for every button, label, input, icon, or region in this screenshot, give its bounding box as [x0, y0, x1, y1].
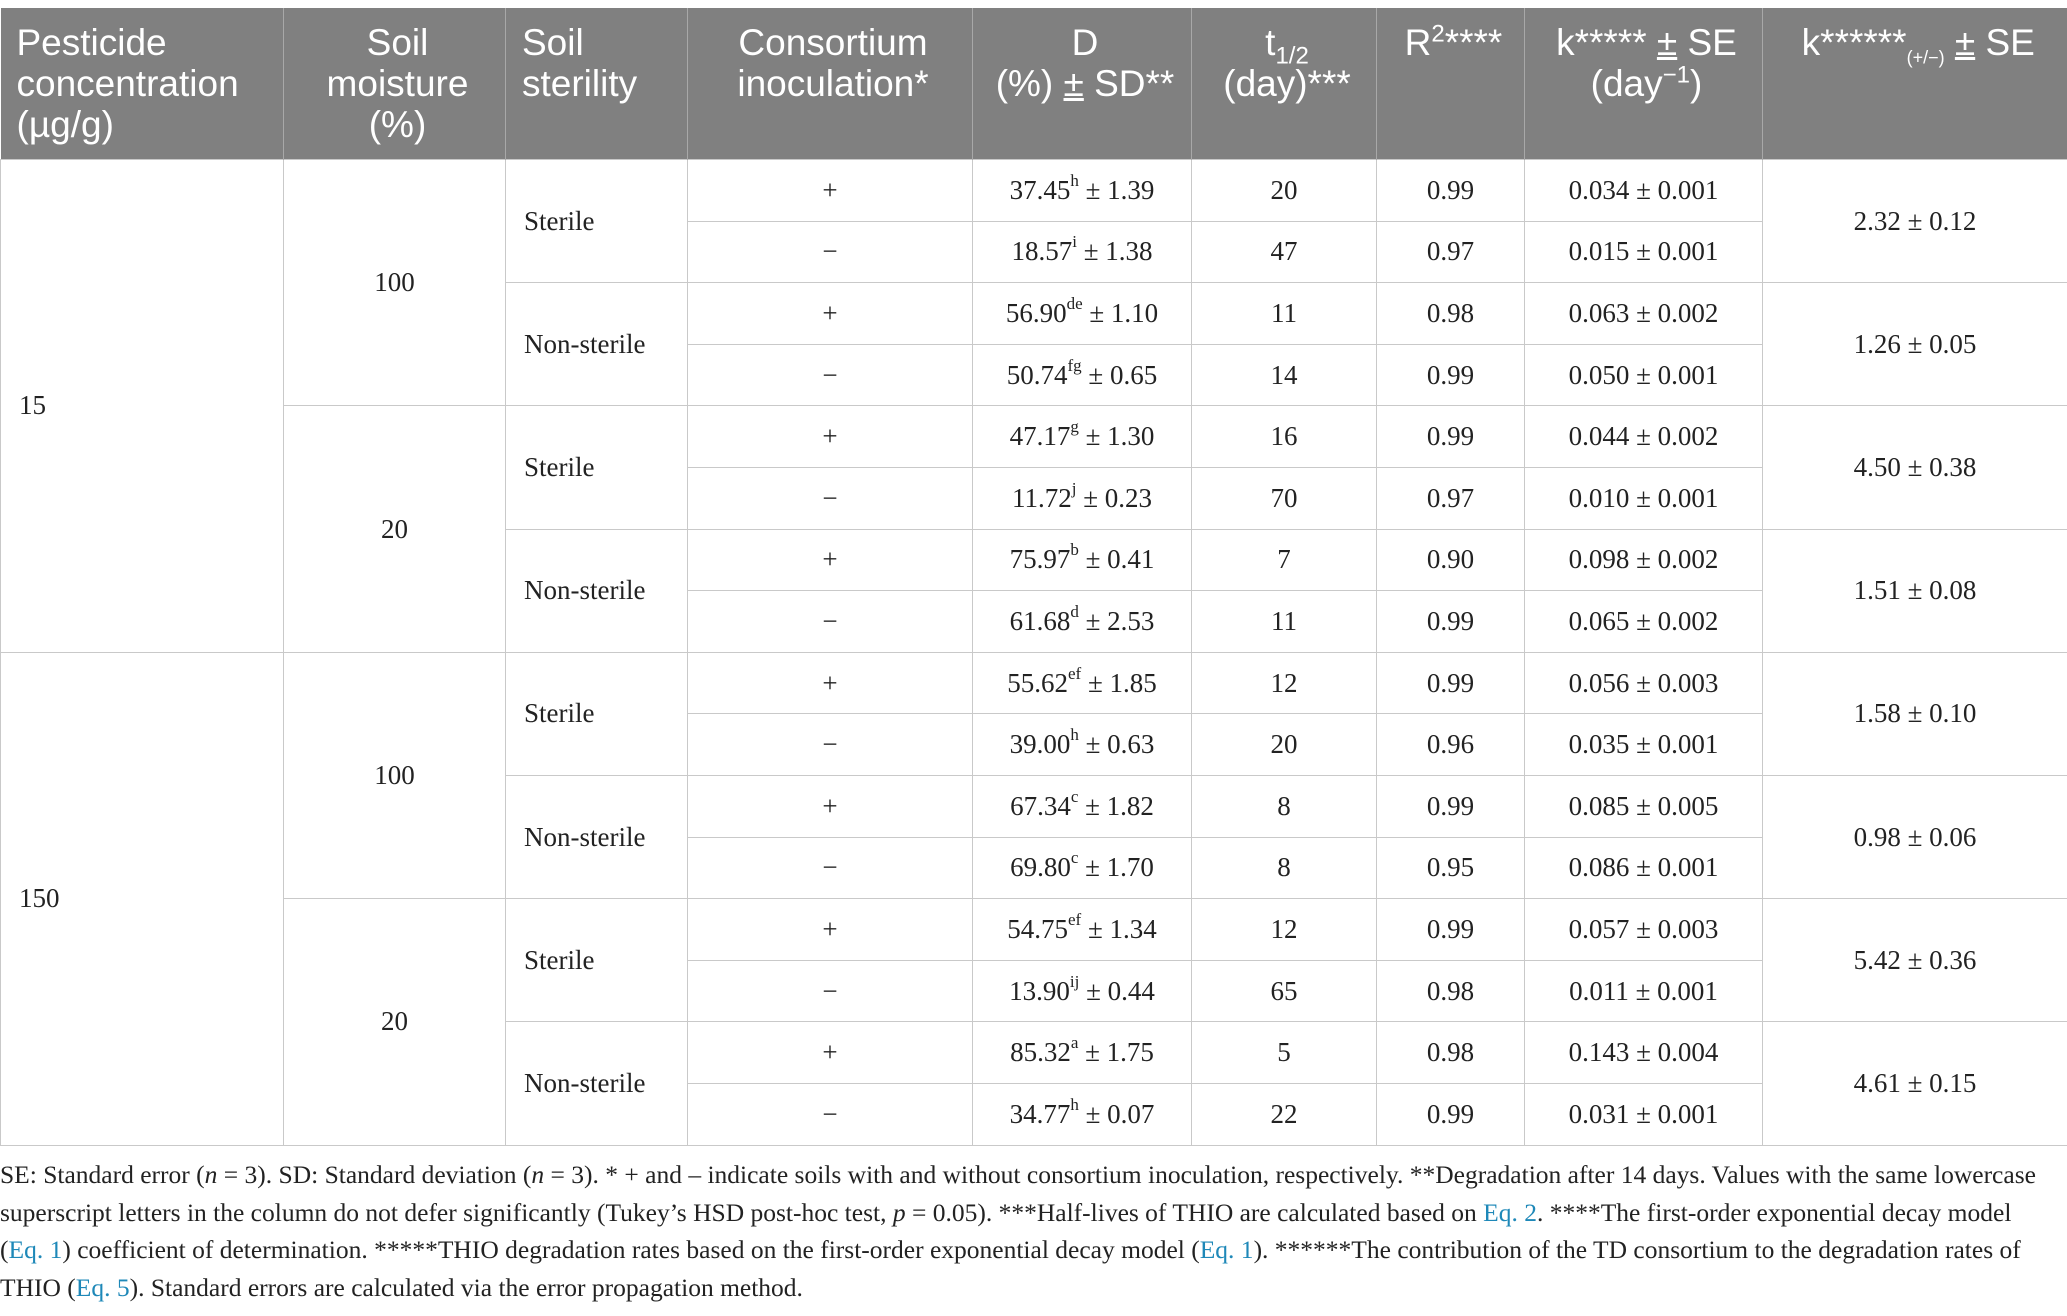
standard-deviation: ± 0.07 — [1085, 1098, 1155, 1129]
table-row — [1, 899, 2067, 961]
standard-deviation: ± 1.70 — [1085, 852, 1154, 883]
cell-inoculation: − — [688, 221, 973, 283]
cell-degradation — [973, 899, 1192, 961]
cell-half-life: 11 — [1192, 283, 1377, 345]
cell-r-squared: 0.98 — [1377, 960, 1525, 1022]
cell-consortium-contribution: 1.58 ± 0.10 — [1763, 652, 2067, 775]
standard-deviation: ± 0.65 — [1088, 359, 1158, 390]
cell-rate-constant: 0.098 ± 0.002 — [1525, 529, 1763, 591]
cell-degradation — [973, 344, 1192, 406]
cell-soil-sterility: Sterile — [506, 406, 688, 529]
equation-link-2[interactable]: Eq. 2 — [1483, 1197, 1537, 1227]
standard-deviation: ± 1.82 — [1085, 790, 1154, 821]
cell-rate-constant: 0.031 ± 0.001 — [1525, 1083, 1763, 1145]
cell-consortium-contribution: 5.42 ± 0.36 — [1763, 899, 2067, 1022]
cell-r-squared: 0.98 — [1377, 283, 1525, 345]
significance-letter: d — [1070, 601, 1079, 621]
standard-deviation: ± 0.41 — [1085, 544, 1155, 575]
cell-half-life: 11 — [1192, 591, 1377, 653]
cell-r-squared: 0.97 — [1377, 467, 1525, 529]
cell-soil-sterility: Sterile — [506, 652, 688, 775]
cell-pesticide-concentration: 15 — [1, 160, 284, 653]
degradation-value: 39.00 — [1009, 729, 1071, 760]
standard-deviation: ± 0.44 — [1086, 975, 1155, 1006]
significance-letter: b — [1070, 540, 1079, 560]
cell-soil-sterility: Non-sterile — [506, 1022, 688, 1145]
cell-inoculation: + — [688, 406, 973, 468]
table-row — [1, 160, 2067, 222]
header-degradation: D (%) ± SD** — [973, 8, 1192, 160]
table-header — [1, 8, 2067, 160]
cell-consortium-contribution: 1.51 ± 0.08 — [1763, 529, 2067, 652]
cell-inoculation: + — [688, 899, 973, 961]
cell-half-life: 70 — [1192, 467, 1377, 529]
cell-r-squared: 0.99 — [1377, 1083, 1525, 1145]
cell-inoculation: + — [688, 529, 973, 591]
cell-inoculation: + — [688, 652, 973, 714]
cell-rate-constant: 0.056 ± 0.003 — [1525, 652, 1763, 714]
degradation-value: 56.90 — [1005, 297, 1067, 328]
cell-r-squared: 0.99 — [1377, 775, 1525, 837]
significance-letter: h — [1070, 725, 1079, 745]
cell-soil-moisture: 20 — [284, 406, 506, 652]
cell-consortium-contribution: 4.61 ± 0.15 — [1763, 1022, 2067, 1145]
significance-letter: g — [1070, 417, 1079, 437]
cell-rate-constant: 0.050 ± 0.001 — [1525, 344, 1763, 406]
cell-inoculation: − — [688, 960, 973, 1022]
cell-degradation — [973, 714, 1192, 776]
cell-rate-constant: 0.035 ± 0.001 — [1525, 714, 1763, 776]
cell-r-squared: 0.99 — [1377, 160, 1525, 222]
cell-inoculation: − — [688, 714, 973, 776]
header-consortium-inoculation: Consortium inoculation* — [688, 8, 973, 160]
table-row — [1, 406, 2067, 468]
cell-soil-moisture: 100 — [284, 652, 506, 898]
degradation-value: 50.74 — [1006, 359, 1068, 390]
degradation-value: 55.62 — [1007, 667, 1068, 698]
header-pesticide-concentration: Pesticide concentration (µg/g) — [1, 8, 284, 160]
cell-half-life: 7 — [1192, 529, 1377, 591]
cell-rate-constant: 0.143 ± 0.004 — [1525, 1022, 1763, 1084]
degradation-value: 85.32 — [1010, 1037, 1071, 1068]
standard-deviation: ± 1.39 — [1085, 174, 1155, 205]
cell-rate-constant: 0.063 ± 0.002 — [1525, 283, 1763, 345]
cell-consortium-contribution: 1.26 ± 0.05 — [1763, 283, 2067, 406]
cell-degradation — [973, 837, 1192, 899]
significance-letter: j — [1071, 478, 1077, 498]
cell-soil-sterility: Non-sterile — [506, 283, 688, 406]
cell-r-squared: 0.99 — [1377, 652, 1525, 714]
cell-degradation — [973, 1083, 1192, 1145]
degradation-value: 54.75 — [1007, 913, 1068, 944]
header-r-squared: $R^2****$ — [1377, 8, 1525, 160]
significance-letter: ef — [1067, 909, 1082, 929]
cell-r-squared: 0.98 — [1377, 1022, 1525, 1084]
cell-degradation — [973, 529, 1192, 591]
standard-deviation: ± 1.10 — [1089, 297, 1159, 328]
degradation-value: 11.72 — [1011, 482, 1072, 513]
table-row — [1, 652, 2067, 714]
cell-rate-constant: 0.086 ± 0.001 — [1525, 837, 1763, 899]
cell-half-life: 16 — [1192, 406, 1377, 468]
equation-link-1[interactable]: Eq. 1 — [8, 1235, 63, 1264]
significance-letter: c — [1070, 848, 1079, 868]
cell-r-squared: 0.99 — [1377, 591, 1525, 653]
cell-rate-constant: 0.065 ± 0.002 — [1525, 591, 1763, 653]
significance-letter: fg — [1067, 355, 1082, 375]
header-half-life: $t_{1/2}$ (day)*** — [1192, 8, 1377, 160]
cell-inoculation: + — [688, 775, 973, 837]
degradation-value: 69.80 — [1010, 852, 1071, 883]
significance-letter: de — [1066, 293, 1083, 313]
cell-half-life: 47 — [1192, 221, 1377, 283]
cell-rate-constant: 0.010 ± 0.001 — [1525, 467, 1763, 529]
cell-degradation — [973, 221, 1192, 283]
cell-soil-moisture: 20 — [284, 899, 506, 1145]
cell-rate-constant: 0.034 ± 0.001 — [1525, 160, 1763, 222]
results-table-wrapper — [0, 8, 2067, 1146]
cell-half-life: 20 — [1192, 160, 1377, 222]
cell-rate-constant: 0.044 ± 0.002 — [1525, 406, 1763, 468]
significance-letter: h — [1070, 170, 1079, 190]
cell-degradation — [973, 652, 1192, 714]
standard-deviation: ± 1.30 — [1085, 421, 1155, 452]
cell-r-squared: 0.99 — [1377, 344, 1525, 406]
cell-inoculation: + — [688, 1022, 973, 1084]
standard-deviation: ± 0.23 — [1083, 482, 1153, 513]
degradation-value: 47.17 — [1009, 421, 1071, 452]
cell-inoculation: + — [688, 283, 973, 345]
cell-soil-sterility: Sterile — [506, 160, 688, 283]
cell-degradation — [973, 406, 1192, 468]
degradation-value: 13.90 — [1009, 975, 1070, 1006]
significance-letter: i — [1072, 232, 1077, 252]
cell-inoculation: − — [688, 591, 973, 653]
cell-rate-constant: 0.011 ± 0.001 — [1525, 960, 1763, 1022]
cell-degradation — [973, 160, 1192, 222]
degradation-value: 67.34 — [1010, 790, 1071, 821]
cell-r-squared: 0.90 — [1377, 529, 1525, 591]
degradation-value: 61.68 — [1009, 605, 1071, 636]
cell-half-life: 20 — [1192, 714, 1377, 776]
table-body — [1, 160, 2067, 1146]
cell-half-life: 14 — [1192, 344, 1377, 406]
cell-soil-moisture: 100 — [284, 160, 506, 406]
cell-rate-constant: 0.057 ± 0.003 — [1525, 899, 1763, 961]
cell-consortium-contribution: 0.98 ± 0.06 — [1763, 775, 2067, 898]
header-consortium-contribution: $k******_{(+/-)}$ ± SE — [1763, 8, 2067, 160]
standard-deviation: ± 2.53 — [1085, 605, 1155, 636]
cell-degradation — [973, 775, 1192, 837]
cell-soil-sterility: Sterile — [506, 899, 688, 1022]
cell-consortium-contribution: 2.32 ± 0.12 — [1763, 160, 2067, 283]
cell-half-life: 22 — [1192, 1083, 1377, 1145]
cell-inoculation: − — [688, 837, 973, 899]
cell-r-squared: 0.95 — [1377, 837, 1525, 899]
cell-degradation — [973, 591, 1192, 653]
cell-half-life: 65 — [1192, 960, 1377, 1022]
standard-deviation: ± 1.38 — [1083, 236, 1153, 267]
significance-letter: a — [1070, 1033, 1079, 1053]
cell-rate-constant: 0.085 ± 0.005 — [1525, 775, 1763, 837]
cell-consortium-contribution: 4.50 ± 0.38 — [1763, 406, 2067, 529]
cell-inoculation: + — [688, 160, 973, 222]
cell-r-squared: 0.96 — [1377, 714, 1525, 776]
cell-inoculation: − — [688, 1083, 973, 1145]
cell-rate-constant: 0.015 ± 0.001 — [1525, 221, 1763, 283]
cell-half-life: 8 — [1192, 775, 1377, 837]
cell-r-squared: 0.99 — [1377, 406, 1525, 468]
header-soil-sterility: Soil sterility — [506, 8, 688, 160]
cell-degradation — [973, 283, 1192, 345]
equation-link-1[interactable]: Eq. 1 — [1199, 1235, 1254, 1264]
degradation-table — [0, 8, 2067, 1146]
standard-deviation: ± 1.34 — [1087, 913, 1157, 944]
significance-letter: h — [1070, 1094, 1079, 1114]
degradation-value: 37.45 — [1009, 174, 1071, 205]
cell-half-life: 12 — [1192, 652, 1377, 714]
cell-soil-sterility: Non-sterile — [506, 775, 688, 898]
cell-inoculation: − — [688, 467, 973, 529]
standard-deviation: ± 1.85 — [1087, 667, 1157, 698]
cell-inoculation: − — [688, 344, 973, 406]
cell-degradation — [973, 960, 1192, 1022]
cell-half-life: 8 — [1192, 837, 1377, 899]
significance-letter: c — [1070, 786, 1079, 806]
degradation-value: 18.57 — [1011, 236, 1073, 267]
cell-pesticide-concentration: 150 — [1, 652, 284, 1145]
degradation-value: 34.77 — [1009, 1098, 1071, 1129]
table-footnote: SE: Standard error (n = 3). SD: Standard deviation (n = 3). * + and – indicate soils with and without consortium inoculation, respectively. **Degradation after 14 days. Values with the same lowercase superscript letters in the column do not defer significantly (Tukey’s HSD post-hoc test, p = 0.05). ***Half-lives of THIO are calculated based on Eq. 2. ****The first-order exponential decay model (Eq. 1) coefficient of determination. *****THIO degradation rates based on the first-order exponential decay model (Eq. 1). ******The contribution of the TD consortium to the degradation rates of THIO (Eq. 5). Standard errors are calculated via the error propagation method. — [0, 1160, 2036, 1302]
header-soil-moisture: Soil moisture (%) — [284, 8, 506, 160]
standard-deviation: ± 1.75 — [1085, 1037, 1154, 1068]
significance-letter: ij — [1069, 971, 1080, 991]
cell-soil-sterility: Non-sterile — [506, 529, 688, 652]
cell-r-squared: 0.97 — [1377, 221, 1525, 283]
equation-link-5[interactable]: Eq. 5 — [75, 1272, 130, 1302]
cell-half-life: 5 — [1192, 1022, 1377, 1084]
cell-half-life: 12 — [1192, 899, 1377, 961]
significance-letter: ef — [1067, 663, 1082, 683]
standard-deviation: ± 0.63 — [1085, 729, 1155, 760]
degradation-value: 75.97 — [1009, 544, 1071, 575]
header-rate-constant: k***** ± SE (day$^{-1}$) — [1525, 8, 1763, 160]
cell-degradation — [973, 467, 1192, 529]
cell-degradation — [973, 1022, 1192, 1084]
cell-r-squared: 0.99 — [1377, 899, 1525, 961]
